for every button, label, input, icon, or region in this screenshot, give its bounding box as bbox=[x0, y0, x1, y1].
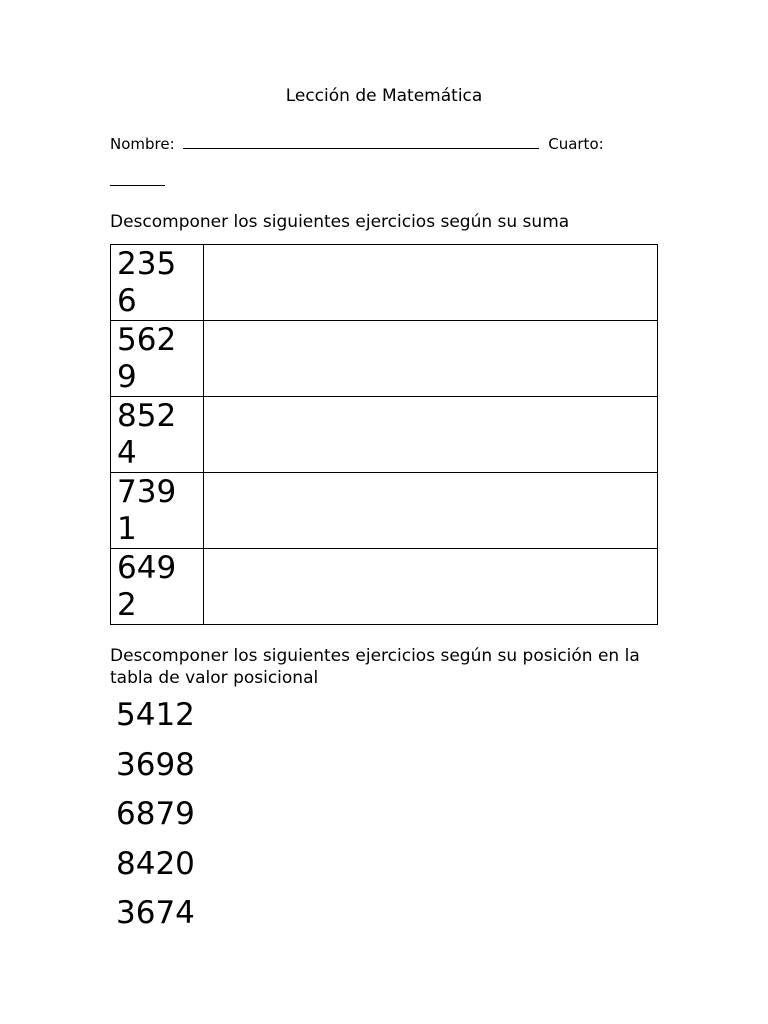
suma-number: 5629 bbox=[117, 322, 177, 395]
suma-number: 2356 bbox=[117, 246, 177, 319]
suma-number-cell bbox=[111, 245, 204, 321]
table-row bbox=[111, 245, 658, 321]
name-label: Nombre: bbox=[110, 135, 175, 153]
name-line bbox=[110, 134, 604, 154]
suma-number-cell bbox=[111, 549, 204, 625]
suma-number: 8524 bbox=[117, 398, 177, 471]
table-row bbox=[111, 473, 658, 549]
suma-answer-cell[interactable] bbox=[204, 549, 658, 625]
suma-answer-cell[interactable] bbox=[204, 245, 658, 321]
cuarto-blank-field[interactable] bbox=[110, 185, 165, 186]
list-item: 6879 bbox=[116, 796, 195, 832]
page-title: Lección de Matemática bbox=[285, 86, 483, 106]
list-item: 3674 bbox=[116, 895, 195, 931]
list-item: 3698 bbox=[116, 746, 195, 783]
suma-answer-cell[interactable] bbox=[204, 473, 658, 549]
suma-answer-cell[interactable] bbox=[204, 321, 658, 397]
suma-answer-cell[interactable] bbox=[204, 397, 658, 473]
instruction-suma: Descomponer los siguientes ejercicios según su suma bbox=[110, 212, 570, 232]
instruction-posicion: Descomponer los siguientes ejercicios según su posición en la tabla de valor posicional bbox=[110, 646, 640, 688]
name-blank-field[interactable] bbox=[183, 134, 539, 149]
list-item: 8420 bbox=[116, 845, 195, 882]
list-item: 5412 bbox=[116, 697, 195, 733]
table-row bbox=[111, 397, 658, 473]
table-row bbox=[111, 549, 658, 625]
posicion-number-list bbox=[116, 697, 195, 945]
suma-number: 6492 bbox=[117, 550, 177, 623]
cuarto-label: Cuarto: bbox=[548, 135, 604, 153]
suma-table bbox=[110, 244, 658, 625]
suma-number: 7391 bbox=[117, 474, 177, 547]
suma-number-cell bbox=[111, 397, 204, 473]
suma-number-cell bbox=[111, 473, 204, 549]
suma-number-cell bbox=[111, 321, 204, 397]
table-row bbox=[111, 321, 658, 397]
